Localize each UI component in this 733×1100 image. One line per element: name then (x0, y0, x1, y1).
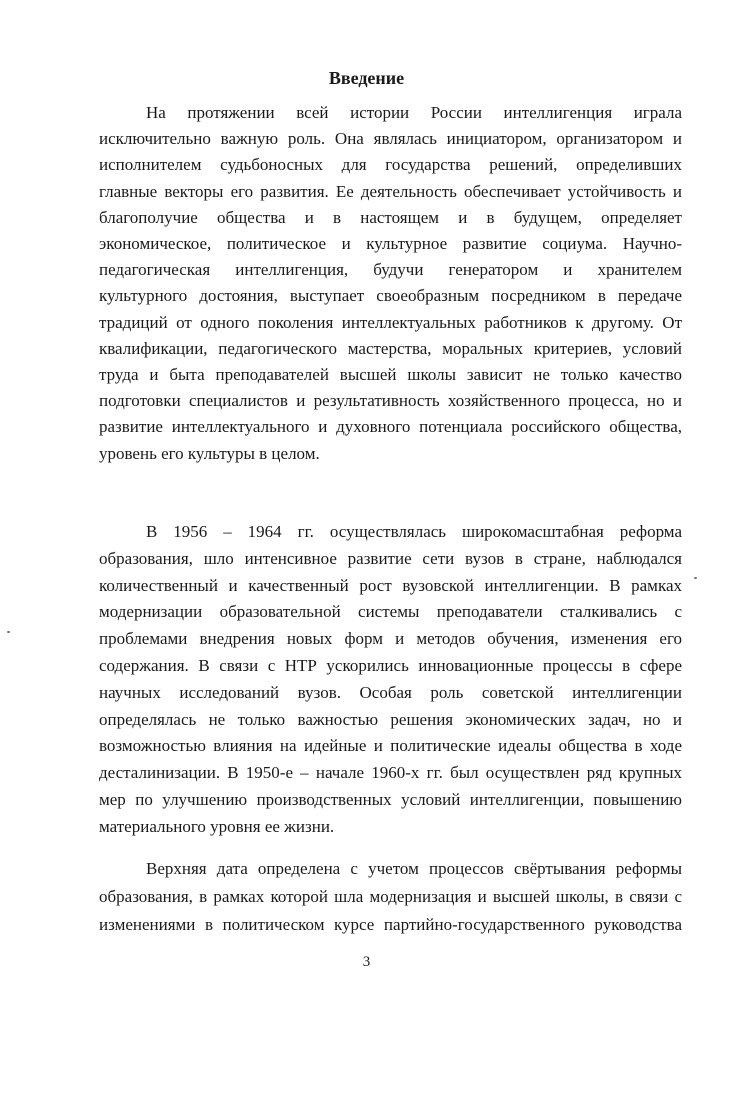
paragraph-line: образования, шло интенсивное развитие сети вузов в стране, наблюдался (99, 548, 682, 568)
paragraph-line: исключительно важную роль. Она являлась инициатором, организатором и (99, 129, 682, 149)
paragraph-line: благополучие общества и в настоящем и в будущем, определяет (99, 207, 682, 227)
paragraph-line: культурного достояния, выступает своеобразным посредником в передаче (99, 286, 682, 306)
paragraph-line: педагогическая интеллигенция, будучи генератором и хранителем (99, 260, 682, 280)
scan-speck (7, 631, 10, 633)
paragraph-line: содержания. В связи с НТР ускорились инновационные процессы в сфере (99, 656, 682, 675)
paragraph-line: В 1956 – 1964 гг. осуществлялась широкомасштабная реформа (146, 522, 682, 541)
paragraph-line: модернизации образовательной системы преподаватели сталкивались с (99, 602, 682, 622)
paragraph-line: На протяжении всей истории России интеллигенция играла (146, 103, 682, 122)
paragraph-line: Верхняя дата определена с учетом процессов свёртывания реформы (146, 859, 682, 878)
paragraph-line: уровень его культуры в целом. (99, 443, 320, 463)
page-number: 3 (362, 954, 371, 970)
paragraph-line: научных исследований вузов. Особая роль советской интеллигенции (99, 682, 682, 702)
paragraph-line: главные векторы его развития. Ее деятельность обеспечивает устойчивость и (99, 181, 682, 201)
paragraph-line: проблемами внедрения новых форм и методов обучения, изменения его (99, 629, 682, 649)
paragraph-line: возможностью влияния на идейные и политические идеалы общества в ходе (99, 736, 682, 756)
scan-speck (694, 577, 697, 579)
paragraph-line: подготовки специалистов и результативность хозяйственного процесса, но и (99, 391, 682, 411)
paragraph-line: труда и быта преподавателей высшей школы зависит не только качество (99, 365, 682, 384)
paragraph-line: исполнителем судьбоносных для государства решений, определивших (99, 155, 682, 175)
paragraph-line: квалификации, педагогического мастерства, моральных критериев, условий (99, 338, 682, 358)
paragraph-line: образования, в рамках которой шла модернизация и высшей школы, в связи с (99, 887, 682, 906)
paragraph-line: количественный и качественный рост вузовской интеллигенции. В рамках (99, 575, 682, 595)
paragraph-line: материального уровня ее жизни. (99, 816, 335, 836)
paragraph-line: экономическое, политическое и культурное развитие социума. Научно- (99, 234, 682, 253)
paragraph-line: изменениями в политическом курсе партийно-государственного руководства (99, 915, 682, 934)
paragraph-line: развитие интеллектуального и духовного потенциала российского общества, (99, 417, 682, 437)
paragraph-line: десталинизации. В 1950-е – начале 1960-х гг. был осуществлен ряд крупных (99, 763, 682, 783)
paragraph-line: определялась не только важностью решения экономических задач, но и (99, 709, 682, 729)
page-title: Введение (328, 68, 405, 88)
paragraph-line: традиций от одного поколения интеллектуальных работников к другому. От (99, 312, 682, 332)
paragraph-line: мер по улучшению производственных условий интеллигенции, повышению (99, 790, 682, 809)
